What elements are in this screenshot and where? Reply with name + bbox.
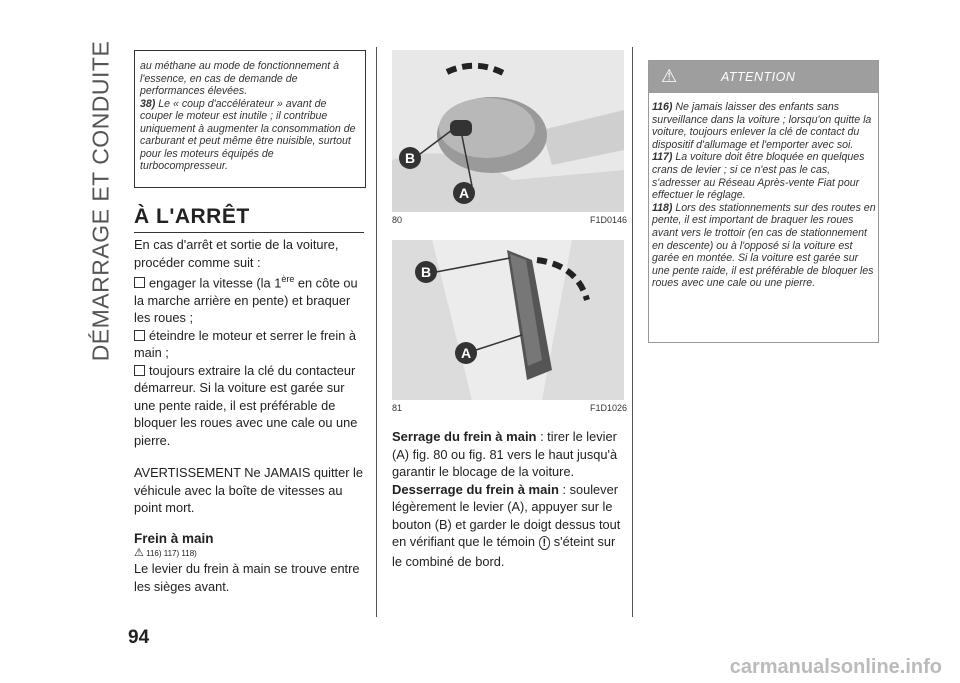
callout-b: B [420,264,432,280]
figure-number: 81 [392,403,403,413]
figure-number: 80 [392,215,403,225]
warning-triangle-icon: ⚠ [661,66,678,86]
subsection-title: Frein à main [134,530,214,546]
figure-81 [392,240,624,400]
refs-line: ⚠ 116) 117) 118) [134,547,197,560]
watermark: carmanualsonline.info [729,656,942,678]
callout-a: A [458,185,470,201]
section-body [134,236,366,595]
figure-code: F1D1026 [590,403,628,413]
intro-text: En cas d'arrêt et sortie de la voiture, procéder comme suit : [134,237,339,270]
middle-body [392,428,624,570]
figure-code: F1D0146 [590,215,628,225]
checkbox-bullet-icon [134,277,145,288]
chapter-title-text: DÉMARRAGE ET CONDUITE [87,40,114,362]
bullet-item: éteindre le moteur et serrer le frein à main ; [134,327,356,361]
serrage-paragraph: Serrage du frein à main : tirer le levier (A) fig. 80 ou fig. 81 vers le haut jusqu'à garantir le blocage de la voiture. [392,429,618,479]
handbrake-illustration [392,50,624,212]
bullet-item: toujours extraire la clé du contacteur démarreur. Si la voiture est garée sur une pente raide, il est préférable de bloquer les roues avec une cale ou une pierre. [134,362,358,448]
attention-header [649,61,878,93]
note-38 [135,98,365,173]
figure-80 [392,50,624,212]
attention-item: 116) Ne jamais laisser des enfants sans surveillance dans la voiture ; lorsqu'on quitte la voiture, toujours enlever la clé de contact du dispositif d'allumage et l'emporter avec soi. [652,101,872,151]
attention-item: 117) La voiture doit être bloquée en quelques crans de levier ; si ce n'est pas le cas, s'adresser au Réseau Après-vente Fiat pour effectuer le réglage. [652,151,865,202]
warning-triangle-icon: ⚠ [134,547,144,560]
bullet-item: engager la vitesse (la 1ère en côte ou la marche arrière en pente) et braquer les roues ; [134,274,358,326]
section-title: À L'ARRÊT [134,205,364,233]
note-continued-text: au méthane au mode de fonctionnement à l'essence, en cas de demande de performances élevées. [140,60,340,97]
checkbox-bullet-icon [134,365,145,376]
attention-box [648,60,879,343]
brake-warning-light-icon: ! [539,536,551,550]
column-divider [376,47,377,617]
note-text: Le « coup d'accélérateur » avant de couper le moteur est inutile ; il contribue uniquement à augmenter la consommation de carburant et peut même être nuisible, surtout pour les moteurs équipés de turbocompresseur. [140,97,356,172]
attention-title: ATTENTION [721,70,796,84]
chapter-side-title [81,40,121,362]
desserrage-paragraph: Desserrage du frein à main : soulever légèrement le levier (A), appuyer sur le bouton (B) et garder le doigt dessus tout en vérifiant que le témoin ! s'éteint sur le combiné de bord. [392,481,621,569]
subsection-text: Le levier du frein à main se trouve entre les sièges avant. [134,561,360,594]
note-number: 38) [140,97,156,110]
callout-a: A [460,345,472,361]
attention-body [652,101,876,290]
continued-note-box [134,50,366,188]
page-number: 94 [128,627,150,648]
callout-b: B [404,150,416,166]
handbrake-illustration-2 [392,240,624,400]
checkbox-bullet-icon [134,330,145,341]
attention-item: 118) Lors des stationnements sur des routes en pente, il est important de braquer les roues avant vers le trottoir (en cas de stationnement en descente) ou à l'opposé si la voiture est garée en montée. Si la voiture est garée sur une pente raide, il est préférable de bloquer les roues avec une cale ou une pierre. [652,201,876,290]
warning-text: AVERTISSEMENT Ne JAMAIS quitter le véhicule avec la boîte de vitesses au point mort. [134,465,363,516]
column-divider [632,47,633,617]
